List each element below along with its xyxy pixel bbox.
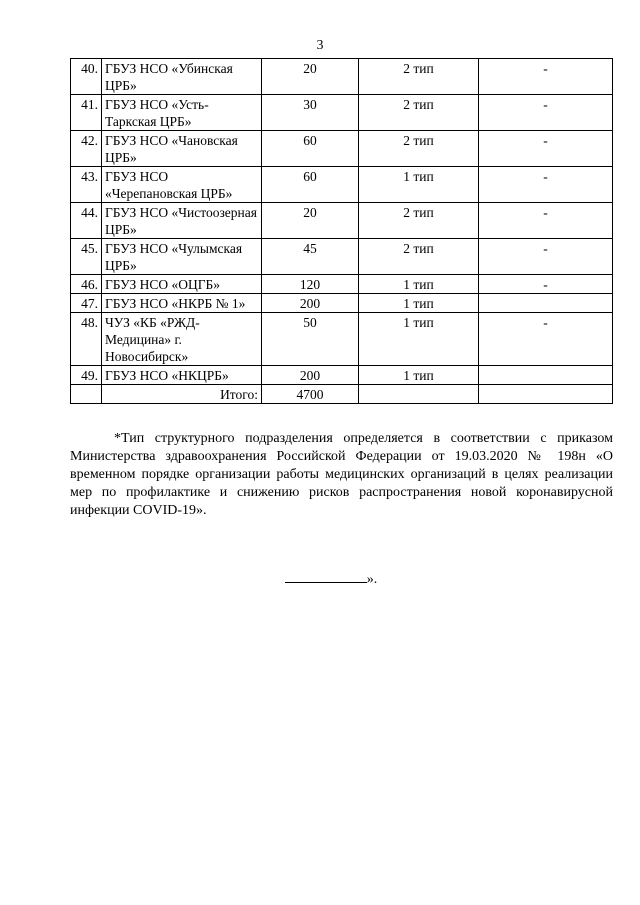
- bed-count: 200: [262, 294, 359, 313]
- extra-value: -: [479, 203, 613, 239]
- table-row: [71, 313, 613, 366]
- unit-type: 1 тип: [359, 275, 479, 294]
- unit-type: 2 тип: [359, 95, 479, 131]
- institution-name: ГБУЗ НСО «Черепановская ЦРБ»: [102, 167, 262, 203]
- institution-name: ГБУЗ НСО «ОЦГБ»: [102, 275, 262, 294]
- total-type-empty: [359, 385, 479, 404]
- total-label: Итого:: [102, 385, 262, 404]
- bed-count: 50: [262, 313, 359, 366]
- row-number: 41.: [71, 95, 102, 131]
- bed-count: 20: [262, 59, 359, 95]
- unit-type: 2 тип: [359, 131, 479, 167]
- institution-name: ГБУЗ НСО «Чистоозерная ЦРБ»: [102, 203, 262, 239]
- institution-name: ГБУЗ НСО «Чулымская ЦРБ»: [102, 239, 262, 275]
- total-empty-cell: [71, 385, 102, 404]
- institution-name: ГБУЗ НСО «НКРБ № 1»: [102, 294, 262, 313]
- bed-count: 60: [262, 131, 359, 167]
- extra-value: -: [479, 131, 613, 167]
- extra-value: -: [479, 167, 613, 203]
- row-number: 43.: [71, 167, 102, 203]
- bed-count: 200: [262, 366, 359, 385]
- row-number: 47.: [71, 294, 102, 313]
- closing-suffix: ».: [366, 572, 378, 587]
- table-row: [71, 95, 613, 131]
- total-beds: 4700: [262, 385, 359, 404]
- table-row: [71, 275, 613, 294]
- row-number: 44.: [71, 203, 102, 239]
- institution-name: ГБУЗ НСО «Убинская ЦРБ»: [102, 59, 262, 95]
- table-body: [71, 59, 613, 404]
- unit-type: 2 тип: [359, 239, 479, 275]
- page-number: 3: [316, 38, 324, 53]
- unit-type: 1 тип: [359, 167, 479, 203]
- bed-count: 20: [262, 203, 359, 239]
- extra-value: -: [479, 95, 613, 131]
- footnote: [70, 430, 613, 520]
- row-number: 46.: [71, 275, 102, 294]
- table-row: [71, 131, 613, 167]
- row-number: 49.: [71, 366, 102, 385]
- extra-value: -: [479, 59, 613, 95]
- footnote-text: *Тип структурного подразделения определяется в соответствии с приказом Министерства здравоохранения Российской Федерации от 19.03.2020 № 198н «О временном порядке организации работы медицинских организаций в целях реализации мер по профилактике и снижению рисков распространения новой коронавирусной инфекции COVID-19».: [70, 431, 613, 518]
- extra-value: -: [479, 313, 613, 366]
- extra-value: [479, 366, 613, 385]
- institution-name: ГБУЗ НСО «Усть-Таркская ЦРБ»: [102, 95, 262, 131]
- institution-name: ГБУЗ НСО «Чановская ЦРБ»: [102, 131, 262, 167]
- bed-count: 60: [262, 167, 359, 203]
- row-number: 48.: [71, 313, 102, 366]
- extra-value: -: [479, 239, 613, 275]
- row-number: 42.: [71, 131, 102, 167]
- extra-value: [479, 294, 613, 313]
- table-row: [71, 59, 613, 95]
- total-extra-empty: [479, 385, 613, 404]
- institution-name: ЧУЗ «КБ «РЖД-Медицина» г. Новосибирск»: [102, 313, 262, 366]
- table-row: [71, 366, 613, 385]
- signature-underline: [285, 568, 367, 583]
- closing-line: [0, 568, 640, 588]
- bed-count: 30: [262, 95, 359, 131]
- bed-count: 45: [262, 239, 359, 275]
- bed-count: 120: [262, 275, 359, 294]
- extra-value: -: [479, 275, 613, 294]
- unit-type: 1 тип: [359, 294, 479, 313]
- table-row: [71, 294, 613, 313]
- unit-type: 2 тип: [359, 59, 479, 95]
- unit-type: 1 тип: [359, 366, 479, 385]
- table-row: [71, 239, 613, 275]
- unit-type: 2 тип: [359, 203, 479, 239]
- unit-type: 1 тип: [359, 313, 479, 366]
- row-number: 40.: [71, 59, 102, 95]
- table-row: [71, 167, 613, 203]
- institution-name: ГБУЗ НСО «НКЦРБ»: [102, 366, 262, 385]
- table-row: [71, 203, 613, 239]
- row-number: 45.: [71, 239, 102, 275]
- total-row: [71, 385, 613, 404]
- hospital-beds-table: [70, 58, 613, 404]
